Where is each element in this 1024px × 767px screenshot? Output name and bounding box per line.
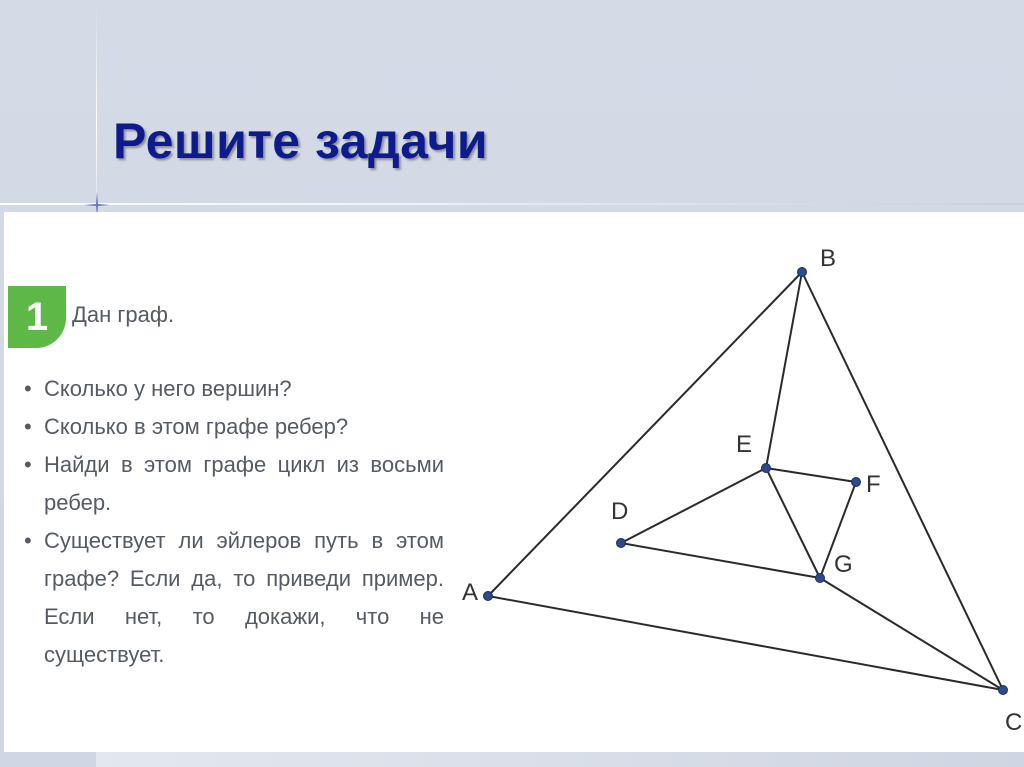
vertex-C	[999, 686, 1008, 695]
edge-EF	[766, 468, 856, 482]
content-panel	[4, 212, 1024, 752]
vertex-label-A: A	[462, 579, 479, 606]
edge-DE	[621, 468, 766, 543]
edge-BC	[802, 272, 1003, 690]
task-number-badge: 1	[8, 286, 66, 348]
vertex-G	[816, 574, 825, 583]
vertex-label-B: B	[820, 245, 837, 272]
vertex-label-C: C	[1005, 709, 1023, 736]
vertex-E	[762, 464, 771, 473]
decorative-horizontal-line	[0, 203, 1024, 205]
decorative-vertical-line	[96, 0, 97, 210]
question-item: • Существует ли эйлеров путь в этом графе? Если да, то приведи пример. Если нет, то докажи, что не существует.	[24, 522, 444, 674]
vertex-label-E: E	[736, 431, 753, 458]
edge-BE	[766, 272, 802, 468]
bottom-strip	[96, 752, 1024, 767]
vertex-B	[798, 268, 807, 277]
vertex-label-D: D	[611, 498, 629, 525]
vertex-D	[617, 539, 626, 548]
vertex-A	[484, 592, 493, 601]
vertex-F	[852, 478, 861, 487]
edge-DG	[621, 543, 820, 578]
edge-EG	[766, 468, 820, 578]
graph-diagram	[4, 212, 1024, 752]
task-intro: Дан граф.	[72, 302, 175, 327]
slide-title: Решите задачи	[113, 113, 489, 169]
vertex-label-F: F	[866, 471, 881, 498]
vertex-label-G: G	[834, 551, 853, 578]
question-item: • Сколько у него вершин?	[24, 370, 444, 408]
question-item: • Найди в этом графе цикл из восьми ребер.	[24, 446, 444, 522]
question-item: • Сколько в этом графе ребер?	[24, 408, 444, 446]
